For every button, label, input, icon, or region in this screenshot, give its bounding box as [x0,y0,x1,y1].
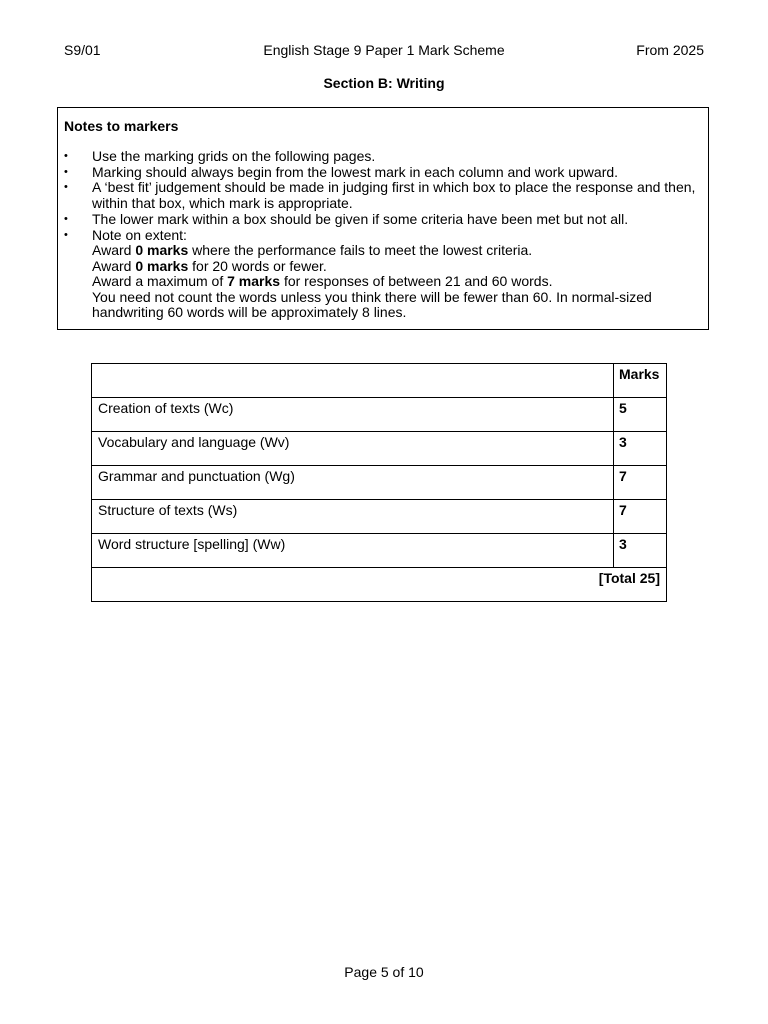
criterion-label: Grammar and punctuation (Wg) [92,466,614,500]
note-item [58,149,710,165]
note-text: A ‘best fit’ judgement should be made in judging first in which box to place the response and then, [92,179,696,195]
award-bold: 0 marks [135,242,189,258]
table-row [92,534,667,568]
award-line [92,259,710,275]
section-title: Section B: Writing [323,75,445,91]
award-text: where the performance fails to meet the lowest criteria. [188,242,533,258]
award-bold: 0 marks [135,257,189,274]
bullet-icon: • [64,150,68,162]
header-title: English Stage 9 Paper 1 Mark Scheme [263,42,505,58]
note-text: handwriting 60 words will be approximately 8 lines. [92,304,407,320]
award-line [92,243,710,259]
note-text: within that box, which mark is appropriate. [92,194,353,211]
note-text: Use the marking grids on the following pages. [92,148,376,164]
award-text: Award a maximum of [92,273,228,289]
note-text: You need not count the words unless you think there will be fewer than 60. In normal-sized [92,288,652,305]
header-from: From 2025 [636,42,704,58]
criterion-marks: 5 [614,398,667,432]
award-bold: 7 marks [227,273,281,289]
marks-table [91,363,667,602]
notes-box [57,107,709,330]
header-code: S9/01 [64,42,101,58]
notes-list [58,149,710,321]
criterion-label: Creation of texts (Wc) [92,398,614,432]
criterion-label: Vocabulary and language (Wv) [92,432,614,466]
award-line [92,274,710,290]
note-text: The lower mark within a box should be given if some criteria have been met but not all. [92,211,629,227]
award-text: Award [92,257,136,274]
table-header-row [92,364,667,398]
bullet-icon: • [64,228,68,241]
note-item [58,165,710,181]
bullet-icon: • [64,181,68,193]
criterion-label: Word structure [spelling] (Ww) [92,534,614,568]
header-empty-cell [92,364,614,398]
total-marks: [Total 25] [92,568,667,602]
award-text: for responses of between 21 and 60 words. [280,273,553,289]
criterion-marks: 3 [614,432,667,466]
marks-header: Marks [614,364,667,398]
criterion-marks: 7 [614,500,667,534]
criterion-marks: 3 [614,534,667,568]
page-number: Page 5 of 10 [344,964,424,980]
table-row [92,398,667,432]
total-row [92,568,667,602]
table-row [92,466,667,500]
criterion-label: Structure of texts (Ws) [92,500,614,534]
bullet-icon: • [64,213,68,225]
award-text: Award [92,242,136,258]
note-text: Note on extent: [92,226,187,243]
notes-title: Notes to markers [64,118,179,134]
note-item [58,212,710,228]
criterion-marks: 7 [614,466,667,500]
note-text: Marking should always begin from the lowest mark in each column and work upward. [92,163,619,180]
table-row [92,432,667,466]
table-row [92,500,667,534]
bullet-icon: • [64,165,68,178]
note-item [58,228,710,321]
note-item [58,180,710,211]
award-text: for 20 words or fewer. [188,257,327,274]
